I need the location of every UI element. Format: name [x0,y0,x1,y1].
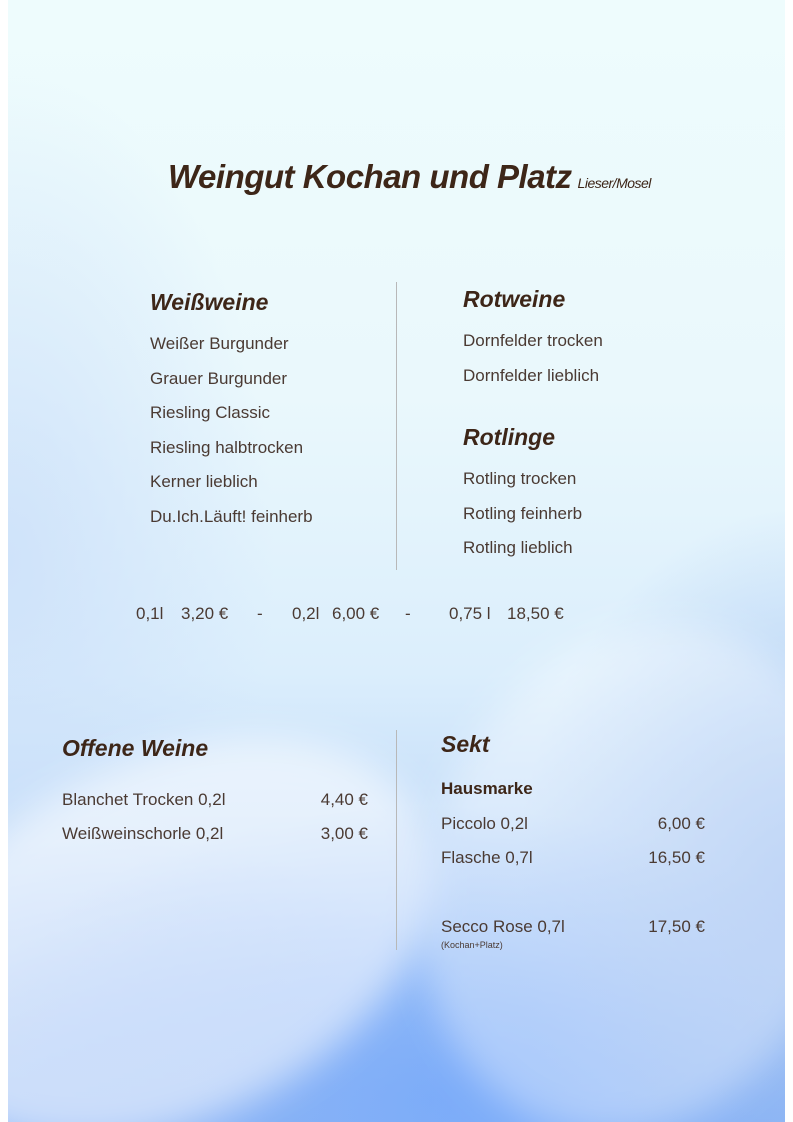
sekt-item-price: 6,00 € [657,814,705,833]
price-size: 0,75 l [449,604,491,623]
section-subheading-hausmarke: Hausmarke [441,779,533,798]
wine-item: Rotling feinherb [463,504,583,523]
price-separator: - [257,604,263,623]
column-divider [396,730,397,950]
sekt-item-name: Piccolo 0,2l [441,814,528,833]
section-heading-rotlinge: Rotlinge [463,424,555,450]
wine-item: Riesling Classic [150,403,270,422]
sekt-item-name: Flasche 0,7l [441,848,533,867]
winery-location: Lieser/Mosel [577,175,651,191]
wine-item-name: Blanchet Trocken 0,2l [62,790,226,809]
column-divider [396,282,397,570]
winery-name: Weingut Kochan und Platz [168,158,572,195]
price-value: 6,00 € [332,604,380,623]
wine-item: Kerner lieblich [150,472,258,491]
sekt-item-price: 16,50 € [648,848,705,867]
sekt-item-price: 17,50 € [648,917,705,936]
price-value: 3,20 € [181,604,229,623]
wine-item: Dornfelder lieblich [463,366,600,385]
menu-page [8,0,785,1122]
wine-item: Weißer Burgunder [150,334,289,353]
wine-item-price: 4,40 € [320,790,368,809]
sekt-item-name: Secco Rose 0,7l [441,917,565,936]
price-value: 18,50 € [507,604,564,623]
wine-item: Riesling halbtrocken [150,438,304,457]
section-heading-offene-weine: Offene Weine [62,735,209,761]
wine-item: Grauer Burgunder [150,369,288,388]
sekt-item-note: (Kochan+Platz) [441,940,503,950]
wine-item-price: 3,00 € [320,824,368,843]
section-heading-sekt: Sekt [441,731,490,757]
wine-item: Du.Ich.Läuft! feinherb [150,507,313,526]
wine-item: Rotling lieblich [463,538,573,557]
price-size: 0,1l [136,604,164,623]
price-size: 0,2l [292,604,320,623]
section-heading-rotweine: Rotweine [463,286,566,312]
wine-item-name: Weißweinschorle 0,2l [62,824,224,843]
price-separator: - [405,604,411,623]
page-title [168,158,651,196]
wine-item: Dornfelder trocken [463,331,603,350]
wine-item: Rotling trocken [463,469,577,488]
section-heading-weissweine: Weißweine [150,289,269,315]
